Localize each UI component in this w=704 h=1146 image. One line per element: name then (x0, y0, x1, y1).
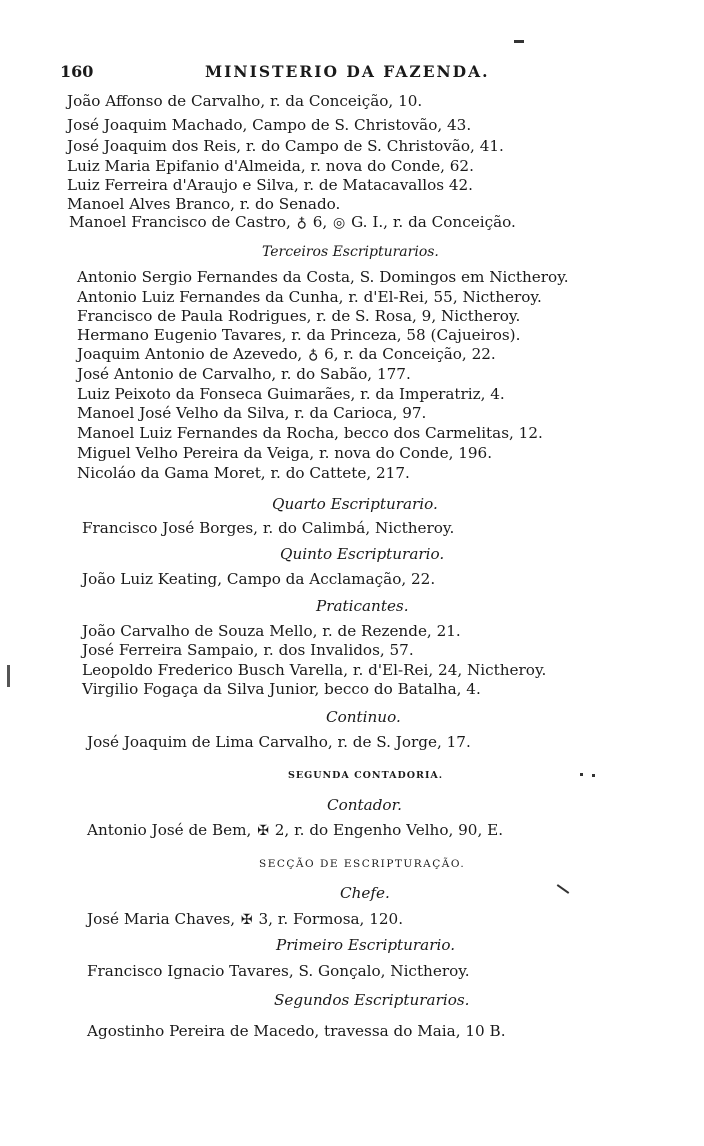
entry-line: Miguel Velho Pereira da Veiga, r. nova do Conde, 196. (77, 444, 493, 462)
entry-line: Francisco Ignacio Tavares, S. Gonçalo, Nictheroy. (87, 962, 470, 980)
entry-line: José Ferreira Sampaio, r. dos Invalidos, 57. (82, 641, 414, 659)
order-insignia-icon: ♁ (308, 347, 319, 363)
section-heading: Quinto Escripturario. (280, 545, 445, 563)
section-heading: Chefe. (340, 884, 390, 902)
entry-line: José Joaquim Machado, Campo de S. Christovão, 43. (67, 116, 472, 134)
entry-line: Francisco José Borges, r. do Calimbá, Nictheroy. (82, 519, 455, 537)
cross-insignia-icon: ✠ (257, 823, 269, 839)
entry-line: Luiz Ferreira d'Araujo e Silva, r. de Matacavallos 42. (67, 176, 473, 194)
entry-text: Antonio José de Bem, (87, 821, 252, 839)
section-heading: Praticantes. (316, 597, 409, 615)
entry-text: G. I., r. da Conceição. (351, 213, 516, 231)
entry-line: João Carvalho de Souza Mello, r. de Rezende, 21. (82, 622, 461, 640)
entry-line: Manoel Luiz Fernandes da Rocha, becco dos Carmelitas, 12. (77, 424, 543, 442)
entry-line: Agostinho Pereira de Macedo, travessa do Maia, 10 B. (87, 1022, 506, 1040)
ink-speck (514, 40, 524, 43)
entry-line: José Joaquim dos Reis, r. do Campo de S. Christovão, 41. (67, 137, 504, 155)
entry-line: João Luiz Keating, Campo da Acclamação, 22. (82, 570, 436, 588)
entry-line: Antonio Luiz Fernandes da Cunha, r. d'El-Rei, 55, Nictheroy. (77, 288, 542, 306)
entry-line: Manoel Alves Branco, r. do Senado. (67, 195, 341, 213)
entry-line (69, 213, 516, 232)
entry-line (87, 821, 503, 840)
ink-speck (592, 774, 595, 777)
cross-insignia-icon: ✠ (240, 912, 253, 928)
entry-line: Virgilio Fogaça da Silva Junior, becco do Batalha, 4. (82, 680, 481, 698)
page-header (60, 62, 530, 84)
entry-text: 3, r. Formosa, 120. (258, 910, 404, 928)
entry-line: Francisco de Paula Rodrigues, r. de S. Rosa, 9, Nictheroy. (77, 307, 521, 325)
ink-speck (557, 884, 570, 894)
section-heading: Quarto Escripturario. (272, 495, 438, 513)
entry-line: Manoel José Velho da Silva, r. da Carioca, 97. (77, 404, 427, 422)
running-head: MINISTERIO DA FAZENDA. (205, 62, 490, 81)
entry-line: Antonio Sergio Fernandes da Costa, S. Domingos em Nictheroy. (77, 268, 569, 286)
entry-line (77, 345, 496, 364)
entry-line: João Affonso de Carvalho, r. da Conceição, 10. (67, 92, 423, 110)
department-heading: SEGUNDA CONTADORIA. (288, 770, 444, 781)
entry-text: Joaquim Antonio de Azevedo, (77, 345, 303, 363)
entry-text: 6, (312, 213, 328, 231)
entry-text: José Maria Chaves, (87, 910, 236, 928)
section-heading: Segundos Escripturarios. (274, 991, 470, 1009)
entry-line: Luiz Maria Epifanio d'Almeida, r. nova do Conde, 62. (67, 157, 474, 175)
page-number: 160 (60, 62, 94, 81)
entry-line (87, 910, 403, 929)
entry-text: 6, r. da Conceição, 22. (324, 345, 496, 363)
entry-text: 2, r. do Engenho Velho, 90, E. (274, 821, 504, 839)
entry-line: Hermano Eugenio Tavares, r. da Princeza, 58 (Cajueiros). (77, 326, 521, 344)
entry-line: Leopoldo Frederico Busch Varella, r. d'El-Rei, 24, Nictheroy. (82, 661, 547, 679)
section-heading: Contador. (327, 796, 402, 814)
entry-line: Nicoláo da Gama Moret, r. do Cattete, 217. (77, 464, 410, 482)
entry-line: Luiz Peixoto da Fonseca Guimarães, r. da Imperatriz, 4. (77, 385, 505, 403)
section-heading: Terceiros Escripturarios. (262, 244, 439, 260)
entry-line: José Antonio de Carvalho, r. do Sabão, 177. (77, 365, 411, 383)
section-heading: Continuo. (326, 708, 401, 726)
ink-speck (580, 773, 583, 776)
order-rose-icon: ◎ (333, 215, 346, 231)
department-heading: SECÇÃO DE ESCRIPTURAÇÃO. (259, 858, 466, 870)
order-insignia-icon: ♁ (296, 215, 307, 231)
ink-speck (7, 665, 10, 687)
entry-text: Manoel Francisco de Castro, (69, 213, 291, 231)
entry-line: José Joaquim de Lima Carvalho, r. de S. Jorge, 17. (87, 733, 471, 751)
section-heading: Primeiro Escripturario. (276, 936, 456, 954)
